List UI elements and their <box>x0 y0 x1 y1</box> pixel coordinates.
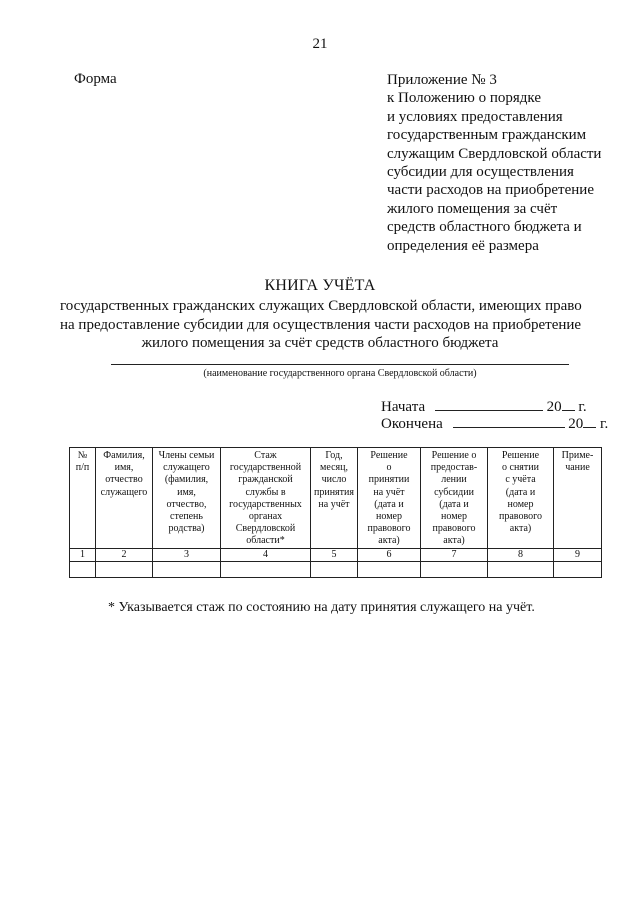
header-cell-notes <box>554 448 602 549</box>
header-line: на учёт <box>373 486 405 498</box>
appendix-line: Приложение № 3 <box>387 72 497 88</box>
header-line: предостав- <box>430 462 478 474</box>
header-line: гражданской <box>238 474 293 486</box>
header-line: Решение о <box>431 450 477 461</box>
started-date-blank <box>435 398 543 411</box>
document-title: КНИГА УЧЁТА <box>264 277 376 294</box>
header-line: (дата и <box>374 498 404 510</box>
empty-cell <box>421 561 488 577</box>
empty-cell <box>358 561 421 577</box>
org-name-blank-line <box>111 364 569 365</box>
ended-label: Окончена <box>381 416 443 432</box>
header-cell-registration-decision <box>358 448 421 549</box>
header-line: родства) <box>168 523 205 535</box>
column-number: 1 <box>70 548 96 561</box>
header-line: с учёта <box>505 474 536 486</box>
started-label: Начата <box>381 399 426 415</box>
header-line: о снятии <box>502 462 539 474</box>
subtitle-line: жилого помещения за счёт средств областного бюджета <box>141 335 499 351</box>
appendix-line: части расходов на приобретение <box>387 182 594 199</box>
header-line: государственных <box>229 498 302 510</box>
header-line: Стаж <box>254 450 277 461</box>
header-line: лении <box>441 474 467 486</box>
org-name-caption: (наименование государственного органа Свердловской области) <box>203 368 477 379</box>
column-number: 5 <box>311 548 358 561</box>
started-year-prefix: 20 <box>546 399 562 415</box>
header-line: номер <box>507 498 534 510</box>
header-line: номер <box>376 511 402 523</box>
header-line: Свердловской <box>235 523 296 535</box>
page-number: 21 <box>312 36 328 52</box>
ended-date-line <box>381 415 608 433</box>
empty-cell <box>153 561 221 577</box>
empty-cell <box>488 561 554 577</box>
header-line: имя, <box>114 462 134 474</box>
header-line: Решение <box>501 450 540 461</box>
header-cell-number <box>70 448 96 549</box>
header-cell-subsidy-decision <box>421 448 488 549</box>
empty-cell <box>96 561 153 577</box>
ended-year-blank <box>583 415 596 428</box>
appendix-line: служащим Свердловской области <box>387 145 602 162</box>
header-line: чание <box>565 462 590 474</box>
header-line: отчество <box>105 474 143 486</box>
header-line: государственной <box>229 462 302 474</box>
header-cell-full-name <box>96 448 153 549</box>
header-line: отчество, <box>166 498 207 510</box>
column-number: 2 <box>96 548 153 561</box>
ended-year-suffix: г. <box>600 416 609 432</box>
appendix-line: субсидии для осуществления <box>387 164 574 181</box>
empty-cell <box>311 561 358 577</box>
empty-cell <box>70 561 96 577</box>
column-number: 6 <box>358 548 421 561</box>
column-number: 7 <box>421 548 488 561</box>
header-line: имя, <box>177 486 196 498</box>
empty-cell <box>554 561 602 577</box>
header-line: принятии <box>368 474 410 486</box>
ended-date-blank <box>453 415 565 428</box>
footnote: * Указывается стаж по состоянию на дату принятия служащего на учёт. <box>108 600 535 615</box>
header-line: правового <box>499 511 542 523</box>
appendix-line: и условиях предоставления <box>387 108 563 125</box>
column-number-row <box>70 548 602 561</box>
header-line: Фамилия, <box>103 450 145 461</box>
appendix-note <box>387 71 627 255</box>
started-date-line <box>381 398 587 416</box>
registration-book-table <box>69 447 602 578</box>
form-label: Форма <box>74 71 117 87</box>
header-line: правового <box>432 523 476 535</box>
appendix-line: к Положению о порядке <box>387 90 541 107</box>
started-year-blank <box>562 398 575 411</box>
header-cell-deregistration-decision <box>488 448 554 549</box>
header-line: области* <box>246 535 285 547</box>
empty-table-row <box>70 561 602 577</box>
header-line: Члены семьи <box>158 450 215 461</box>
header-line: принятия <box>314 486 354 498</box>
header-line: Решение <box>370 450 408 461</box>
column-number: 9 <box>554 548 602 561</box>
header-line: (дата и <box>439 498 469 510</box>
ended-year-prefix: 20 <box>568 416 584 432</box>
header-line: акта) <box>509 523 532 535</box>
header-line: службы в <box>245 486 286 498</box>
appendix-line: определения её размера <box>387 237 539 254</box>
table-header-row <box>70 448 602 549</box>
header-line: служащего <box>100 486 148 498</box>
column-number: 8 <box>488 548 554 561</box>
header-cell-family-members <box>153 448 221 549</box>
header-line: (фамилия, <box>164 474 209 486</box>
header-line: акта) <box>378 535 400 547</box>
header-line: правового <box>367 523 411 535</box>
header-cell-service-length <box>221 448 311 549</box>
header-line: число <box>321 474 347 486</box>
header-line: месяц, <box>320 462 348 474</box>
subtitle-line: государственных гражданских служащих Свердловской области, имеющих право <box>60 298 582 314</box>
column-number: 4 <box>221 548 311 561</box>
column-number: 3 <box>153 548 221 561</box>
header-line: номер <box>441 511 467 523</box>
header-line: Год, <box>325 450 343 461</box>
header-line: на учёт <box>318 498 350 510</box>
header-line: п/п <box>75 462 90 474</box>
header-line: субсидии <box>434 486 474 498</box>
header-line: служащего <box>163 462 210 474</box>
empty-cell <box>221 561 311 577</box>
document-subtitle <box>60 297 580 353</box>
appendix-line: средств областного бюджета и <box>387 219 582 236</box>
header-line: степень <box>170 511 203 523</box>
header-line: о <box>386 462 392 474</box>
header-line: Приме- <box>561 450 594 461</box>
started-year-suffix: г. <box>578 399 587 415</box>
subtitle-line: на предоставление субсидии для осуществления части расходов на приобретение <box>60 316 582 333</box>
header-line: (дата и <box>505 486 536 498</box>
header-cell-registration-date <box>311 448 358 549</box>
appendix-line: государственным гражданским <box>387 127 587 144</box>
header-line: № <box>77 450 88 461</box>
header-line: акта) <box>443 535 465 547</box>
appendix-line: жилого помещения за счёт <box>387 200 558 217</box>
header-line: органах <box>248 511 283 523</box>
